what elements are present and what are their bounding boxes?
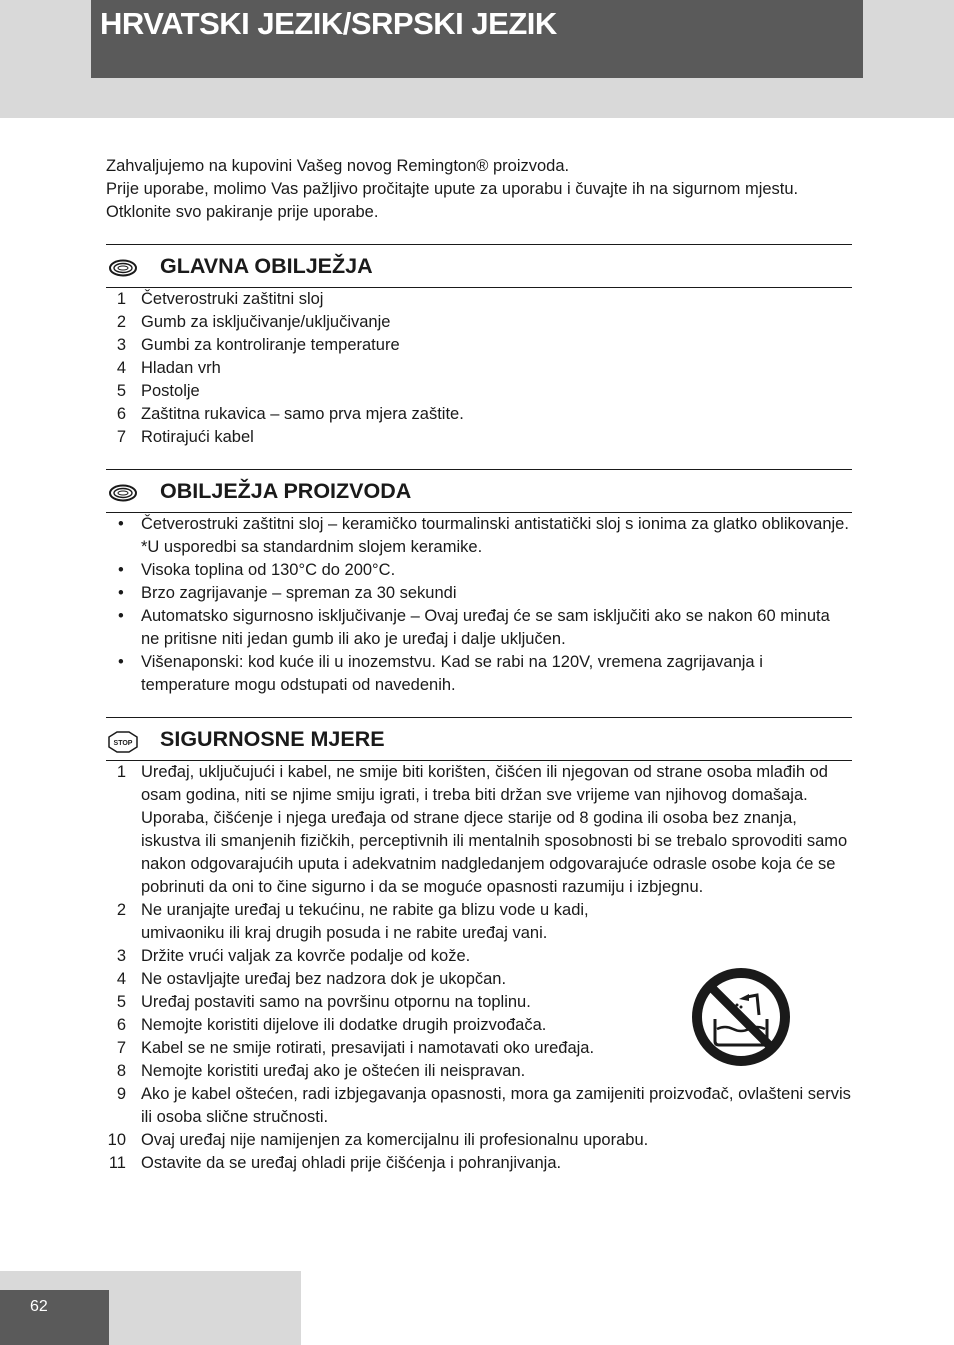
list-item (106, 945, 852, 968)
item-number: 1 (116, 763, 126, 781)
features-title: GLAVNA OBILJEŽJA (160, 254, 373, 278)
item-text: Postolje (141, 382, 200, 400)
features-list (106, 288, 852, 449)
item-text: Ako je kabel oštećen, radi izbjegavanja opasnosti, mora ga zamijeniti proizvođač, ovlašteni servis ili osoba slične stručnosti. (141, 1085, 851, 1126)
bullet-icon: • (118, 607, 124, 625)
product-list (106, 513, 852, 697)
eye-symbol-icon (108, 482, 138, 504)
item-text: Gumb za isključivanje/uključivanje (141, 313, 391, 331)
bullet-icon: • (118, 653, 124, 671)
list-item (106, 380, 852, 403)
product-section (106, 469, 852, 697)
item-text: Držite vrući valjak za kovrče podalje od kože. (141, 947, 471, 965)
item-number: 3 (116, 947, 126, 965)
list-item (106, 559, 852, 582)
item-number: 4 (116, 359, 126, 377)
item-note: *U usporedbi sa standardnim slojem keramike. (141, 538, 483, 556)
item-number: 8 (116, 1062, 126, 1080)
item-text: Ovaj uređaj nije namijenjen za komercijalnu ili profesionalnu uporabu. (141, 1131, 649, 1149)
item-number: 3 (116, 336, 126, 354)
stop-sign-label: STOP (113, 740, 133, 747)
item-number: 10 (107, 1131, 126, 1149)
item-number: 7 (116, 428, 126, 446)
product-title: OBILJEŽJA PROIZVODA (160, 479, 412, 503)
list-item (106, 899, 852, 945)
item-number: 2 (116, 901, 126, 919)
item-text: Kabel se ne smije rotirati, presavijati i namotavati oko uređaja. (141, 1039, 595, 1057)
features-section (106, 244, 852, 449)
intro (106, 155, 852, 224)
item-number: 6 (116, 1016, 126, 1034)
eye-symbol-icon (108, 257, 138, 279)
item-number: 5 (116, 382, 126, 400)
list-item (106, 761, 852, 899)
item-number: 1 (116, 290, 126, 308)
safety-title: SIGURNOSNE MJERE (160, 727, 385, 751)
page-title: HRVATSKI JEZIK/SRPSKI JEZIK (100, 6, 557, 41)
item-text: Nemojte koristiti dijelove ili dodatke drugih proizvođača. (141, 1016, 547, 1034)
item-text: Gumbi za kontroliranje temperature (141, 336, 400, 354)
item-text: Ne uranjajte uređaj u tekućinu, ne rabite ga blizu vode u kadi, umivaoniku ili kraj drugih posuda i ne rabite uređaj vani. (141, 901, 589, 942)
item-text: Ne ostavljajte uređaj bez nadzora dok je ukopčan. (141, 970, 507, 988)
list-item (106, 651, 852, 697)
item-text: Rotirajući kabel (141, 428, 254, 446)
item-text: Uređaj postaviti samo na površinu otpornu na toplinu. (141, 993, 531, 1011)
page-number-box (0, 1290, 109, 1345)
title-bar (91, 0, 863, 78)
page-number: 62 (30, 1298, 48, 1315)
list-item (106, 288, 852, 311)
item-text: Četverostruki zaštitni sloj (141, 290, 324, 308)
list-item (106, 426, 852, 449)
list-item (106, 311, 852, 334)
list-item (106, 1152, 852, 1175)
list-item (106, 513, 852, 559)
item-text: Nemojte koristiti uređaj ako je oštećen ili neispravan. (141, 1062, 526, 1080)
item-text: Visoka toplina od 130°C do 200°C. (141, 561, 396, 579)
item-text: Zaštitna rukavica – samo prva mjera zaštite. (141, 405, 464, 423)
item-number: 7 (116, 1039, 126, 1057)
list-item (106, 1129, 852, 1152)
item-number: 6 (116, 405, 126, 423)
content (106, 155, 852, 1175)
item-number: 2 (116, 313, 126, 331)
item-text: Automatsko sigurnosno isključivanje – Ovaj uređaj će se sam isključiti ako se nakon 60 minuta ne pritisne niti jedan gumb ili ako je uređaj i dalje uključen. (141, 607, 830, 648)
item-number: 5 (116, 993, 126, 1011)
no-water-bath-icon (691, 967, 791, 1067)
list-item (106, 357, 852, 380)
list-item (106, 403, 852, 426)
list-item (106, 605, 852, 651)
product-header (106, 469, 852, 513)
list-item (106, 334, 852, 357)
features-header (106, 244, 852, 288)
item-number: 11 (108, 1154, 126, 1172)
bullet-icon: • (118, 584, 124, 602)
item-note: Uporaba, čišćenje i njega uređaja od strane djece starije od 8 godina ili osoba bez znanja, iskustva ili smanjenih fizičkih, perceptivnih ili mentalnih sposobnosti bi se trebalo sprovoditi samo nakon odgovarajućih uputa i adekvatnim nadgledanjem odgovarajuće odrasle osobe koja će se pobrinuti da oni to čine sigurno i da se moguće opasnosti razumiju i izbjegnu. (141, 809, 848, 896)
safety-header (106, 717, 852, 761)
stop-sign-icon (108, 731, 138, 753)
list-item (106, 582, 852, 605)
item-text: Uređaj, uključujući i kabel, ne smije biti korišten, čišćen ili njegovan od strane osoba mlađih od osam godina, niti se njime smiju igrati, i treba biti držan sve vrijeme van njihovog domašaja. (141, 763, 828, 804)
item-number: 9 (116, 1085, 126, 1103)
bullet-icon: • (118, 561, 124, 579)
item-text: Višenaponski: kod kuće ili u inozemstvu. Kad se rabi na 120V, vremena zagrijavanja i temperature mogu odstupati od navedenih. (141, 653, 763, 694)
list-item (106, 1083, 852, 1129)
item-text: Hladan vrh (141, 359, 221, 377)
item-text: Ostavite da se uređaj ohladi prije čišćenja i pohranjivanja. (141, 1154, 562, 1172)
item-text: Četverostruki zaštitni sloj – keramičko tourmalinski antistatički sloj s ionima za glatko oblikovanje. (141, 515, 849, 533)
safety-section (106, 717, 852, 1175)
bullet-icon: • (118, 515, 124, 533)
item-number: 4 (116, 970, 126, 988)
intro-line-1: Zahvaljujemo na kupovini Vašeg novog Remington® proizvoda. (106, 157, 570, 175)
intro-line-2: Prije uporabe, molimo Vas pažljivo pročitajte upute za uporabu i čuvajte ih na sigurnom mjestu. Otklonite svo pakiranje prije uporabe. (106, 180, 799, 221)
item-text: Brzo zagrijavanje – spreman za 30 sekundi (141, 584, 457, 602)
